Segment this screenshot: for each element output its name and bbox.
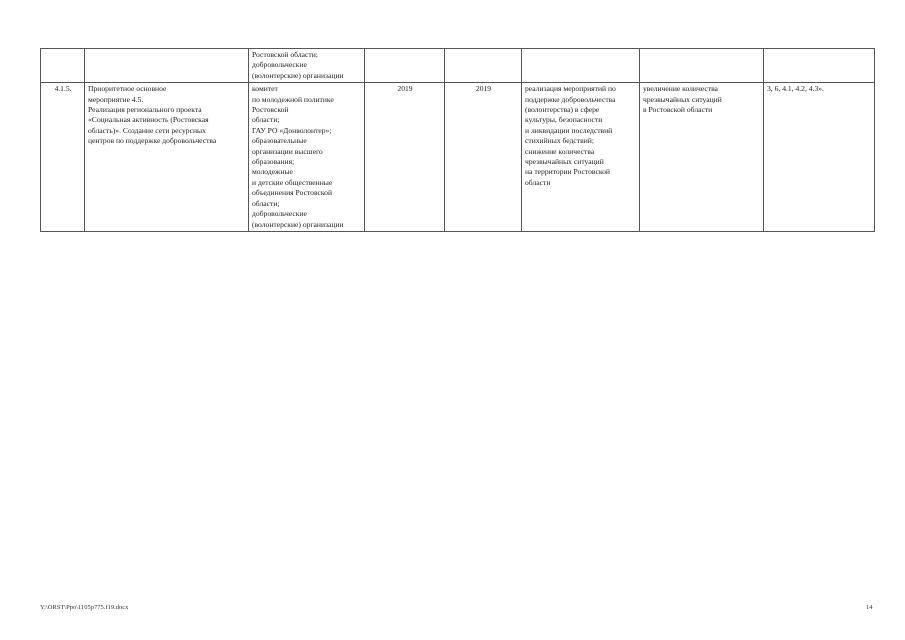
continued-indicator-cell [640, 49, 764, 83]
continued-row [41, 49, 875, 83]
row-indicator-cell [640, 83, 764, 232]
cell-text-line: поддержке добровольчества [525, 94, 616, 104]
cell-text-line: центров по поддержке добровольчества [88, 136, 217, 146]
cell-text-line: (волонтерские) организации [252, 219, 344, 229]
cell-text-line: области; [252, 115, 280, 125]
continued-end-cell [445, 49, 522, 83]
cell-text-line: организации высшего [252, 146, 323, 156]
cell-text-line: образования; [252, 157, 295, 167]
continued-name-cell [85, 49, 249, 83]
cell-text-line: образовательные [252, 136, 307, 146]
cell-text-line: комитет [252, 84, 278, 94]
cell-text-line: чрезвычайных ситуаций [643, 94, 722, 104]
row-executor-cell [249, 83, 365, 232]
cell-text-line: молодежные [252, 167, 293, 177]
cell-text-line: культуры, безопасности [525, 115, 603, 125]
program-table [40, 48, 875, 232]
row-end-year-cell: 2019 [445, 83, 522, 232]
continued-links-cell [764, 49, 875, 83]
cell-text-line: Приоритетное основное [88, 84, 167, 94]
cell-text-line: (волонтерские) организации [252, 70, 344, 80]
continued-num-cell [41, 49, 85, 83]
continued-start-cell [365, 49, 445, 83]
cell-text-line: «Социальная активность (Ростовская [88, 115, 209, 125]
table-row [41, 83, 875, 232]
cell-text-line: области; [252, 198, 280, 208]
continued-executor-cell [249, 49, 365, 83]
cell-text-line: в Ростовской области [643, 105, 713, 115]
cell-text-line: чрезвычайных ситуаций [525, 157, 604, 167]
cell-text-line: Ростовской области; [252, 50, 318, 59]
row-start-year-cell: 2019 [365, 83, 445, 232]
continued-result-cell [522, 49, 640, 83]
cell-text-line: (волонтерства) в сфере [525, 105, 600, 115]
cell-text-line: увеличение количества [643, 84, 718, 94]
row-name-cell [85, 83, 249, 232]
cell-text-line: реализация мероприятий по [525, 84, 616, 94]
footer-file-path: Y:\ORST\Ppo\1105p775.f19.docx [40, 604, 129, 611]
row-num-cell: 4.1.5. [41, 83, 85, 232]
cell-text-line: добровольческие [252, 60, 307, 70]
cell-text-line: по молодежной политике [252, 94, 334, 104]
cell-text-line: снижение количества [525, 146, 595, 156]
cell-text-line: объединения Ростовской [252, 188, 333, 198]
row-links-cell: 3, 6, 4.1, 4.2, 4.3». [764, 83, 875, 232]
cell-text-line: и детские общественные [252, 177, 333, 187]
page-number: 14 [866, 604, 873, 611]
cell-text-line: Ростовской [252, 105, 289, 115]
cell-text-line: и ликвидации последствий [525, 125, 613, 135]
cell-text-line: стихийных бедствий; [525, 136, 594, 146]
cell-text-line: на территории Ростовской [525, 167, 610, 177]
cell-text-line: мероприятие 4.5. [88, 94, 144, 104]
cell-text-line: область)». Создание сети ресурсных [88, 125, 206, 135]
cell-text-line: добровольческие [252, 209, 307, 219]
cell-text-line: ГАУ РО «Донволонтер»; [252, 125, 332, 135]
row-result-cell [522, 83, 640, 232]
cell-text-line: Реализация регионального проекта [88, 105, 202, 115]
cell-text-line: области [525, 177, 551, 187]
